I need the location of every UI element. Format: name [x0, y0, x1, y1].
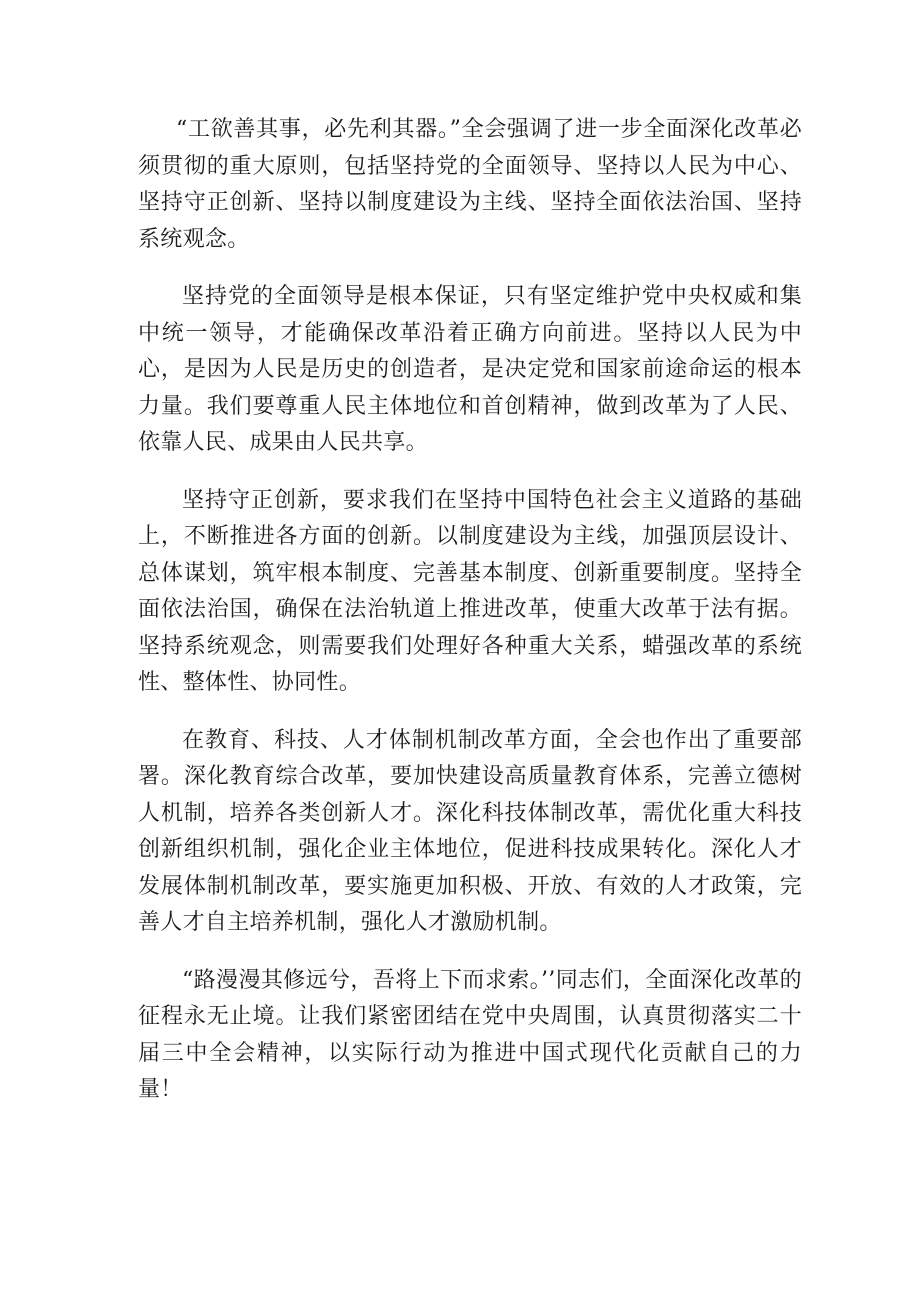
paragraph-education-technology-talent: 在教育、科技、人才体制机制改革方面，全会也作出了重要部署。深化教育综合改革，要加快建设高质量教育体系，完善立德树人机制，培养各类创新人才。深化科技体制改革，需优化重大科技创新组织机制，强化企业主体地位，促进科技成果转化。深化人才发展体制机制改革，要实施更加积极、开放、有效的人才政策，完善人才自主培养机制，强化人才激励机制。: [138, 727, 802, 935]
paragraph-conclusion: “路漫漫其修远兮，吾将上下而求索。’’同志们，全面深化改革的征程永无止境。让我们紧密团结在党中央周围，认真贯彻落实二十届三中全会精神，以实际行动为推进中国式现代化贡献自己的力量！: [138, 967, 802, 1102]
paragraph-party-leadership: 坚持党的全面领导是根本保证，只有坚定维护党中央权威和集中统一领导，才能确保改革沿着正确方向前进。坚持以人民为中心，是因为人民是历史的创造者，是决定党和国家前途命运的根本力量。我们要尊重人民主体地位和首创精神，做到改革为了人民、依靠人民、成果由人民共享。: [138, 284, 802, 455]
paragraph-innovation: 坚持守正创新，要求我们在坚持中国特色社会主义道路的基础上，不断推进各方面的创新。以制度建设为主线，加强顶层设计、总体谋划，筑牢根本制度、完善基本制度、创新重要制度。坚持全面依法治国，确保在法治轨道上推进改革，使重大改革于法有据。坚持系统观念，则需要我们处理好各种重大关系，蜡强改革的系统性、整体性、协同性。: [138, 487, 802, 695]
paragraph-principles: “工欲善其事，必先利其器。”全会强调了进一步全面深化改革必须贯彻的重大原则，包括坚持党的全面领导、坚持以人民为中心、坚持守正创新、坚持以制度建设为主线、坚持全面依法治国、坚持系统观念。: [138, 117, 802, 252]
document-body: [138, 112, 802, 1130]
